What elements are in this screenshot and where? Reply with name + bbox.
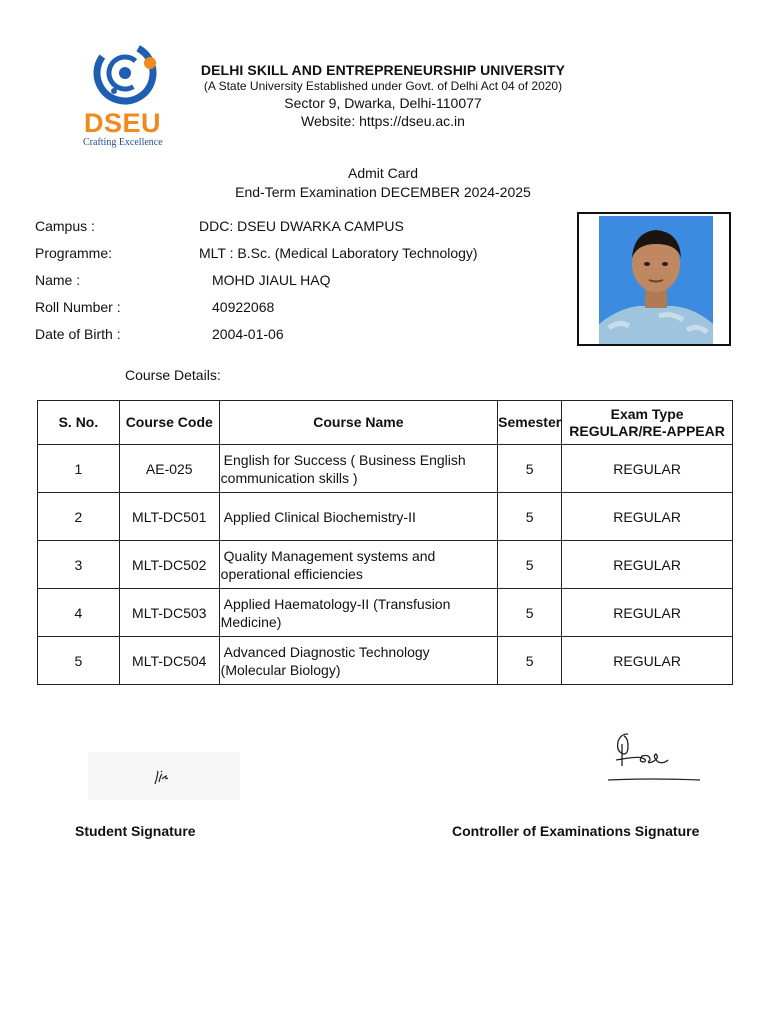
table-row: [38, 637, 733, 685]
student-photo-frame: [577, 212, 731, 346]
header-course-name: Course Name: [219, 401, 497, 445]
name-value: MOHD JIAUL HAQ: [212, 272, 331, 288]
course-name-line2: operational efficiencies: [220, 565, 363, 582]
course-name-line1: English for Success ( Business English: [223, 451, 466, 468]
roll-number-label: Roll Number :: [35, 299, 121, 315]
table-row: [38, 541, 733, 589]
cell-course-code: AE-025: [119, 445, 219, 493]
table-row: [38, 589, 733, 637]
student-signature-image: [88, 752, 240, 800]
dob-label: Date of Birth :: [35, 326, 121, 342]
name-label: Name :: [35, 272, 81, 288]
cell-course-name: [219, 589, 497, 637]
cell-semester: 5: [498, 445, 562, 493]
header-course-code: Course Code: [119, 401, 219, 445]
dob-value: 2004-01-06: [212, 326, 284, 342]
cell-course-code: MLT-DC504: [119, 637, 219, 685]
cell-course-code: MLT-DC503: [119, 589, 219, 637]
header-semester: Semester: [498, 401, 562, 445]
cell-semester: 5: [498, 493, 562, 541]
cell-exam-type: REGULAR: [562, 541, 733, 589]
cell-semester: 5: [498, 637, 562, 685]
campus-label: Campus :: [35, 218, 95, 234]
university-subtitle: (A State University Established under Govt. of Delhi Act 04 of 2020): [203, 79, 563, 93]
campus-value: DDC: DSEU DWARKA CAMPUS: [199, 218, 404, 234]
course-name-line1: Applied Haematology-II (Transfusion: [223, 595, 451, 612]
programme-label: Programme:: [35, 245, 113, 261]
course-table: [37, 400, 733, 685]
cell-semester: 5: [498, 541, 562, 589]
controller-signature-label: Controller of Examinations Signature: [452, 823, 700, 839]
programme-value: MLT : B.Sc. (Medical Laboratory Technology): [199, 245, 478, 261]
cell-course-name: [219, 637, 497, 685]
document-title: Admit Card: [347, 165, 419, 181]
cell-sno: 4: [38, 589, 120, 637]
table-row: [38, 493, 733, 541]
student-signature-label: Student Signature: [75, 823, 196, 839]
university-name: DELHI SKILL AND ENTREPRENEURSHIP UNIVERSITY: [200, 62, 566, 78]
cell-sno: 1: [38, 445, 120, 493]
roll-number-value: 40922068: [212, 299, 275, 315]
course-name-line1: Applied Clinical Biochemistry-II: [223, 508, 416, 525]
cell-sno: 3: [38, 541, 120, 589]
cell-course-name: [219, 445, 497, 493]
cell-sno: 5: [38, 637, 120, 685]
cell-exam-type: REGULAR: [562, 445, 733, 493]
header-sno: S. No.: [38, 401, 120, 445]
logo-wordmark: DSEU: [84, 108, 162, 138]
header-exam-type: [562, 401, 733, 445]
course-name-line1: Quality Management systems and: [223, 547, 436, 564]
header-exam-type-line1: Exam Type: [610, 405, 684, 422]
cell-course-name: [219, 541, 497, 589]
course-name-line2: Medicine): [220, 613, 282, 630]
course-name-line2: (Molecular Biology): [220, 661, 341, 678]
course-name-line2: communication skills ): [220, 469, 358, 486]
cell-exam-type: REGULAR: [562, 637, 733, 685]
exam-title: End-Term Examination DECEMBER 2024-2025: [235, 184, 531, 200]
course-name-line1: Advanced Diagnostic Technology: [223, 643, 430, 660]
table-row: [38, 445, 733, 493]
course-details-label: Course Details:: [125, 367, 221, 383]
university-website: Website: https://dseu.ac.in: [301, 113, 465, 129]
cell-course-name: [219, 493, 497, 541]
cell-sno: 2: [38, 493, 120, 541]
cell-exam-type: REGULAR: [562, 589, 733, 637]
controller-signature-image: [598, 720, 708, 788]
cell-course-code: MLT-DC501: [119, 493, 219, 541]
cell-exam-type: REGULAR: [562, 493, 733, 541]
university-address: Sector 9, Dwarka, Delhi-110077: [284, 95, 482, 111]
logo-tagline: Crafting Excellence: [83, 137, 163, 148]
cell-course-code: MLT-DC502: [119, 541, 219, 589]
header-exam-type-line2: REGULAR/RE-APPEAR: [569, 422, 725, 439]
cell-semester: 5: [498, 589, 562, 637]
student-photo: [599, 216, 713, 344]
table-header-row: [38, 401, 733, 445]
